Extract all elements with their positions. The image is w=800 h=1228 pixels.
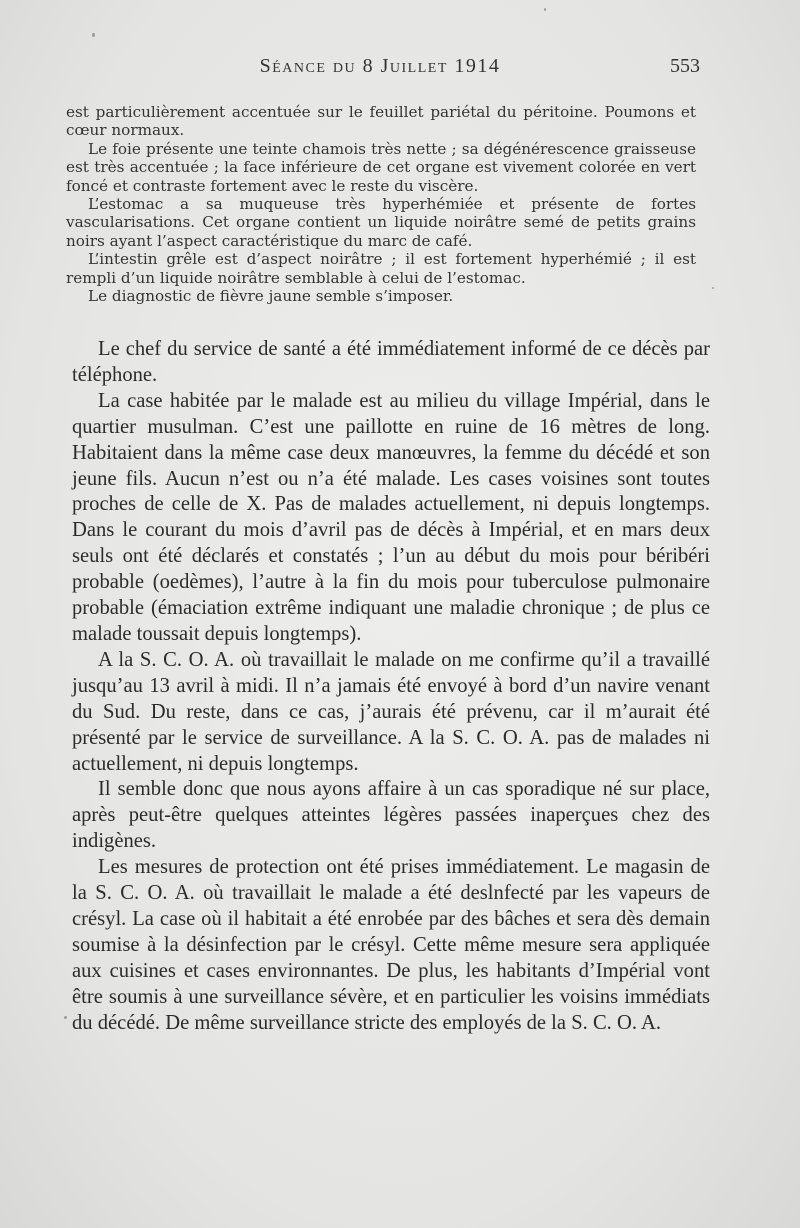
small-paragraph: L’estomac a sa muqueuse très hyperhémiée et présente de fortes vascularisations. Cet organe contient un liquide noirâtre semé de petits grains noirs ayant l’aspect caractéristique du marc de café. [66, 195, 696, 250]
page-header [60, 55, 700, 85]
small-paragraph: Le foie présente une teinte chamois très nette ; sa dégénérescence graisseuse est très accentuée ; la face inférieure de cet organe est vivement colorée en vert foncé et contraste fortement avec le reste du viscère. [66, 139, 696, 195]
main-paragraph: La case habitée par le malade est au milieu du village Impérial, dans le quartier musulman. C’est une paillotte en ruine de 16 mètres de long. Habitaient dans la même case deux manœuvres, la femme du décédé et son jeune fils. Aucun n’est ou n’a été malade. Les cases voisines sont toutes proches de celle de X. Pas de malades actuellement, ni depuis longtemps. Dans le courant du mois d’avril pas de décès à Impérial, et en mars deux seuls ont été déclarés et constatés ; l’un au début du mois pour béribéri probable (oedèmes), l’autre à la fin du mois pour tuberculose pulmonaire probable (émaciation extrême indiquant une maladie chronique ; de plus ce malade toussait depuis longtemps). [72, 389, 710, 645]
scan-speck [64, 1016, 67, 1019]
main-text-block [72, 337, 710, 1036]
small-paragraph: L’intestin grêle est d’aspect noirâtre ; il est fortement hyperhémié ; il est rempli d’un liquide noirâtre semblable à celui de l’estomac. [66, 250, 696, 287]
page-number: 553 [670, 55, 700, 77]
scan-speck [712, 287, 714, 289]
main-paragraph: A la S. C. O. A. où travaillait le malade on me confirme qu’il a travaillé jusqu’au 13 avril à midi. Il n’a jamais été envoyé à bord d’un navire venant du Sud. Du reste, dans ce cas, j’aurais été prévenu, car il m’aurait été présenté par le service de surveillance. A la S. C. O. A. pas de malades ni actuellement, ni depuis longtemps. [72, 648, 710, 775]
scan-speck [544, 8, 546, 11]
small-paragraph: Le diagnostic de fièvre jaune semble s’imposer. [88, 287, 454, 306]
small-paragraph: est particulièrement accentuée sur le feuillet pariétal du péritoine. Poumons et cœur normaux. [66, 103, 696, 140]
main-paragraph: Les mesures de protection ont été prises immédiatement. Le magasin de la S. C. O. A. où travaillait le malade a été deslnfecté par les vapeurs de crésyl. La case où il habitait a été enrobée par des bâches et sera dès demain soumise à la désinfection par le crésyl. Cette même mesure sera appliquée aux cuisines et cases environnantes. De plus, les habitants d’Impérial vont être soumis à une surveillance sévère, et en particulier les voisins immédiats du décédé. De même surveillance stricte des employés de la S. C. O. A. [72, 856, 710, 1034]
main-paragraph: Il semble donc que nous ayons affaire à un cas sporadique né sur place, après peut-être quelques atteintes légères passées inaperçues chez des indigènes. [72, 778, 710, 853]
autopsy-report-block [66, 103, 696, 305]
scan-speck [92, 33, 95, 37]
running-title: Séance du 8 Juillet 1914 [259, 55, 501, 77]
main-paragraph: Le chef du service de santé a été immédiatement informé de ce décès par téléphone. [72, 338, 710, 386]
